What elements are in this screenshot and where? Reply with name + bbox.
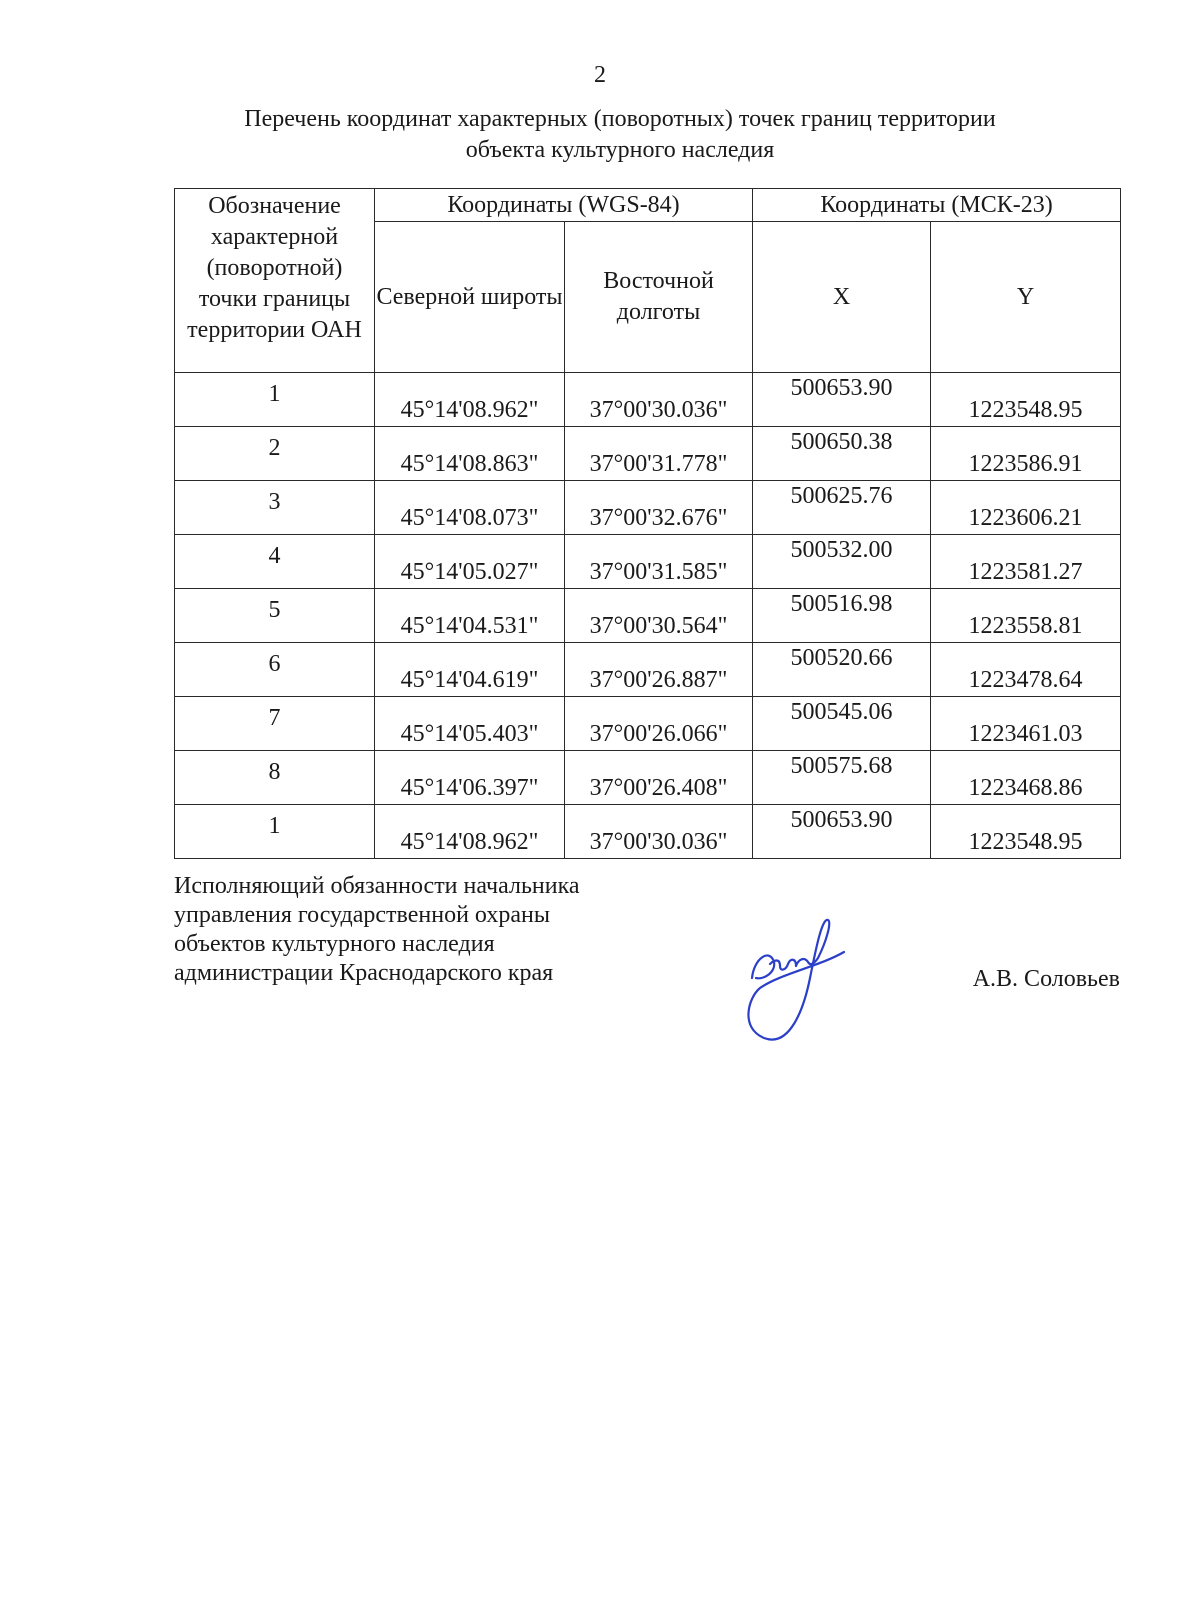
table-row	[175, 697, 1121, 751]
cell-longitude: 37°00'31.778"	[565, 427, 753, 481]
cell-latitude: 45°14'08.073"	[375, 481, 565, 535]
cell-y: 1223581.27	[931, 535, 1121, 589]
page-number: 2	[594, 62, 606, 88]
header-longitude: Восточной долготы	[565, 222, 753, 373]
cell-latitude: 45°14'08.962"	[375, 373, 565, 427]
cell-longitude: 37°00'30.036"	[565, 805, 753, 859]
cell-point-number: 1	[175, 805, 375, 859]
table-row	[175, 805, 1121, 859]
signer-name: А.В. Соловьев	[972, 966, 1120, 992]
cell-x: 500575.68	[753, 751, 931, 805]
title-line-2: объекта культурного наследия	[465, 137, 775, 163]
header-designation: Обозначение характерной (поворотной) точки границы территории ОАН	[175, 189, 375, 373]
table-row	[175, 535, 1121, 589]
cell-x: 500545.06	[753, 697, 931, 751]
handwritten-signature	[740, 918, 860, 1058]
cell-y: 1223468.86	[931, 751, 1121, 805]
cell-point-number: 8	[175, 751, 375, 805]
cell-point-number: 7	[175, 697, 375, 751]
position-line-3: объектов культурного наследия	[174, 931, 495, 957]
cell-y: 1223461.03	[931, 697, 1121, 751]
cell-x: 500520.66	[753, 643, 931, 697]
position-line-4: администрации Краснодарского края	[174, 960, 554, 986]
cell-longitude: 37°00'31.585"	[565, 535, 753, 589]
table-row	[175, 427, 1121, 481]
cell-longitude: 37°00'26.066"	[565, 697, 753, 751]
cell-y: 1223606.21	[931, 481, 1121, 535]
cell-x: 500532.00	[753, 535, 931, 589]
coordinates-table	[174, 188, 1121, 859]
page-title	[140, 104, 1100, 166]
header-y: Y	[931, 222, 1121, 373]
position-line-2: управления государственной охраны	[174, 902, 550, 928]
table-row	[175, 481, 1121, 535]
cell-point-number: 2	[175, 427, 375, 481]
signatory-position	[174, 872, 580, 988]
cell-longitude: 37°00'30.036"	[565, 373, 753, 427]
cell-y: 1223558.81	[931, 589, 1121, 643]
cell-latitude: 45°14'08.962"	[375, 805, 565, 859]
cell-point-number: 6	[175, 643, 375, 697]
cell-x: 500650.38	[753, 427, 931, 481]
cell-point-number: 5	[175, 589, 375, 643]
cell-longitude: 37°00'30.564"	[565, 589, 753, 643]
header-x: X	[753, 222, 931, 373]
table-body	[175, 373, 1121, 859]
cell-x: 500653.90	[753, 805, 931, 859]
header-latitude: Северной широты	[375, 222, 565, 373]
header-msk23: Координаты (МСК-23)	[753, 189, 1121, 222]
cell-y: 1223478.64	[931, 643, 1121, 697]
table-row	[175, 643, 1121, 697]
signature-stroke	[748, 920, 844, 1040]
cell-latitude: 45°14'05.027"	[375, 535, 565, 589]
cell-y: 1223586.91	[931, 427, 1121, 481]
table-row	[175, 373, 1121, 427]
table-row	[175, 589, 1121, 643]
cell-point-number: 4	[175, 535, 375, 589]
cell-x: 500653.90	[753, 373, 931, 427]
header-wgs84: Координаты (WGS-84)	[375, 189, 753, 222]
cell-latitude: 45°14'04.531"	[375, 589, 565, 643]
cell-x: 500516.98	[753, 589, 931, 643]
cell-longitude: 37°00'26.408"	[565, 751, 753, 805]
cell-point-number: 3	[175, 481, 375, 535]
cell-latitude: 45°14'08.863"	[375, 427, 565, 481]
cell-x: 500625.76	[753, 481, 931, 535]
cell-latitude: 45°14'05.403"	[375, 697, 565, 751]
cell-point-number: 1	[175, 373, 375, 427]
cell-y: 1223548.95	[931, 373, 1121, 427]
position-line-1: Исполняющий обязанности начальника	[174, 873, 580, 899]
cell-longitude: 37°00'32.676"	[565, 481, 753, 535]
cell-longitude: 37°00'26.887"	[565, 643, 753, 697]
cell-y: 1223548.95	[931, 805, 1121, 859]
cell-latitude: 45°14'06.397"	[375, 751, 565, 805]
table-row	[175, 751, 1121, 805]
title-line-1: Перечень координат характерных (поворотных) точек границ территории	[244, 106, 996, 132]
cell-latitude: 45°14'04.619"	[375, 643, 565, 697]
